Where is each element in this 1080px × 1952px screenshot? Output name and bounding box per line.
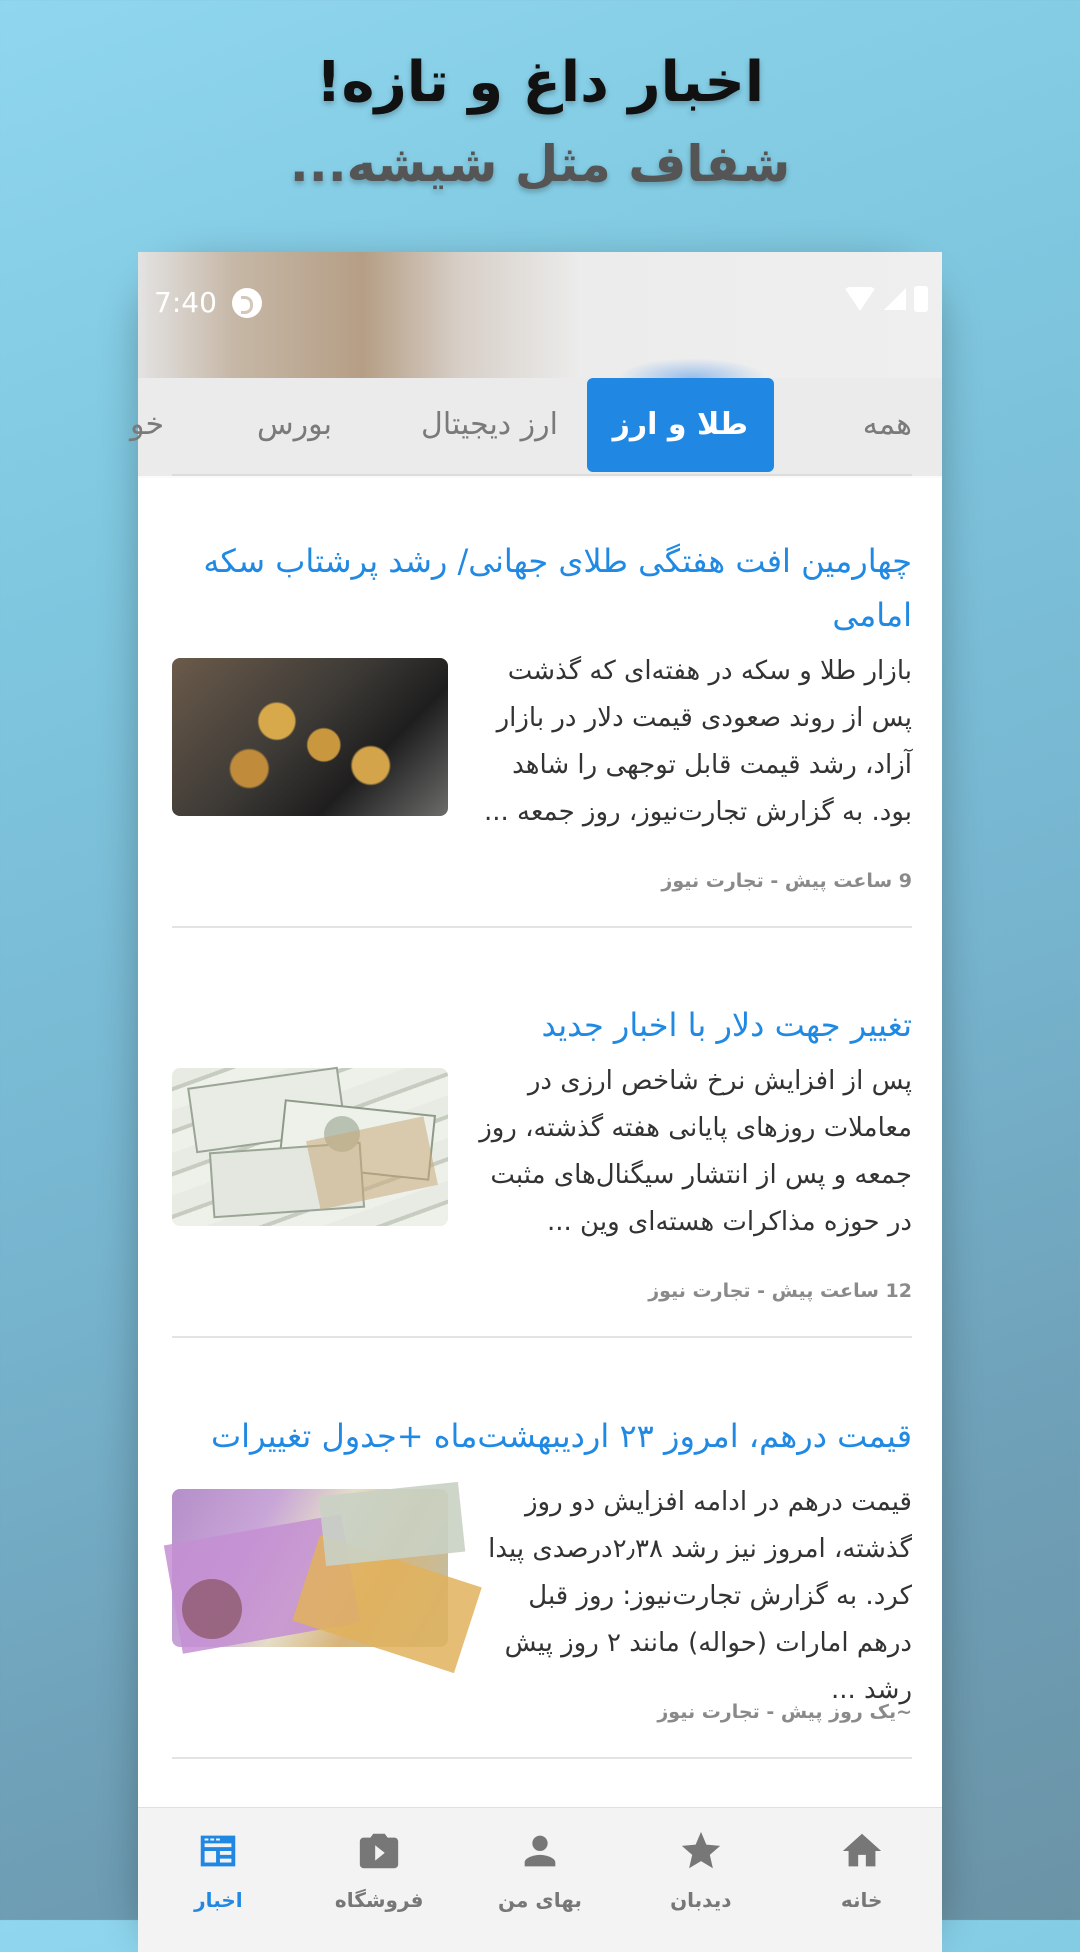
tab-partial[interactable]: خو	[130, 407, 165, 442]
news-card[interactable]	[172, 998, 912, 1338]
news-icon	[195, 1828, 241, 1874]
dollar-bills-image[interactable]	[172, 1068, 448, 1226]
wifi-icon	[844, 287, 876, 311]
news-list	[138, 478, 942, 1808]
news-meta: ~یک روز پیش - تجارت نیوز	[657, 1701, 912, 1723]
nav-news[interactable]	[138, 1808, 299, 1952]
news-card[interactable]	[172, 534, 912, 928]
app-notification-icon	[232, 288, 262, 318]
news-divider	[172, 1336, 912, 1338]
star-icon	[678, 1828, 724, 1874]
news-divider	[172, 926, 912, 928]
nav-label: خانه	[840, 1888, 883, 1912]
store-icon	[356, 1828, 402, 1874]
nav-label: بهای من	[498, 1888, 582, 1912]
promo-title: اخبار داغ و تازه!	[315, 50, 765, 115]
nav-my-prices[interactable]	[460, 1808, 621, 1952]
person-icon	[517, 1828, 563, 1874]
nav-watchlist[interactable]	[620, 1808, 781, 1952]
news-divider	[172, 1757, 912, 1759]
news-title[interactable]: تغییر جهت دلار با اخبار جدید	[541, 1006, 912, 1044]
tab-stock[interactable]: بورس	[257, 407, 332, 442]
news-title[interactable]: چهارمین افت هفتگی طلای جهانی/ رشد پرشتاب سکه امامی	[203, 542, 912, 634]
news-title[interactable]: قیمت درهم، امروز ۲۳ اردیبهشت‌ماه +جدول تغییرات	[210, 1417, 912, 1455]
battery-icon	[914, 286, 928, 312]
status-icons	[844, 286, 928, 312]
nav-label: فروشگاه	[334, 1888, 424, 1912]
banknotes-image[interactable]	[172, 1489, 448, 1647]
news-meta: 9 ساعت پیش - تجارت نیوز	[661, 870, 912, 892]
tab-gold-currency[interactable]: طلا و ارز	[587, 378, 774, 472]
news-summary: بازار طلا و سکه در هفته‌ای که گذشت پس از روند صعودی قیمت دلار در بازار آزاد، رشد قیمت قابل توجهی را شاهد بود. به گزارش تجارت‌نیوز، روز جمعه ...	[484, 656, 912, 827]
nav-label: اخبار	[194, 1888, 243, 1912]
category-tabs	[130, 378, 942, 476]
news-summary: پس از افزایش نرخ شاخص ارزی در معاملات روزهای پایانی هفته گذشته، روز جمعه و پس از انتشار سیگنال‌های مثبت در حوزه مذاکرات هسته‌ای وین ...	[479, 1066, 912, 1237]
home-icon	[839, 1828, 885, 1874]
nav-store[interactable]	[299, 1808, 460, 1952]
news-summary: قیمت درهم در ادامه افزایش دو روز گذشته، امروز نیز رشد ۲٫۳۸درصدی پیدا کرد. به گزارش تجارت‌نیوز: روز قبل درهم امارات (حواله) مانند ۲ روز پیش رشد ...	[488, 1487, 912, 1705]
tabs-divider	[172, 474, 912, 476]
nav-label: دیدبان	[670, 1888, 732, 1912]
news-card[interactable]	[172, 1409, 912, 1759]
signal-icon	[884, 288, 906, 310]
gold-coins-image[interactable]	[172, 658, 448, 816]
phone-frame	[130, 252, 942, 1952]
tab-crypto[interactable]: ارز دیجیتال	[421, 407, 558, 442]
news-meta: 12 ساعت پیش - تجارت نیوز	[648, 1280, 912, 1302]
status-bar	[138, 252, 942, 378]
tab-all[interactable]: همه	[862, 407, 912, 442]
bottom-navigation	[138, 1807, 942, 1952]
status-time: 7:40	[154, 286, 217, 319]
nav-home[interactable]	[781, 1808, 942, 1952]
promo-subtitle: شفاف مثل شیشه...	[289, 135, 791, 193]
